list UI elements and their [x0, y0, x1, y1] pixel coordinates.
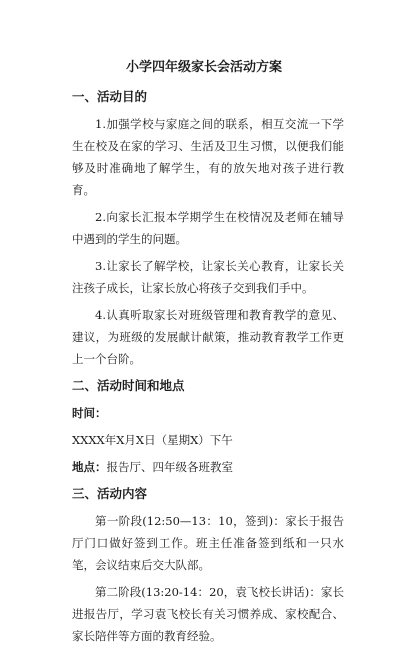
section-heading-purpose: 一、活动目的	[72, 89, 148, 104]
place-label: 地点：	[72, 460, 107, 474]
purpose-item-3: 3.让家长了解学校，让家长关心教育，让家长关注孩子成长，让家长放心将孩子交到我们手中。	[72, 259, 344, 295]
place-line	[72, 456, 344, 478]
section-heading-content: 三、活动内容	[72, 486, 148, 501]
place-value: 报告厅、四年级各班教室	[106, 460, 233, 474]
document-title: 小学四年级家长会活动方案	[125, 60, 282, 75]
section-heading-time-place: 二、活动时间和地点	[72, 378, 185, 393]
time-label: 时间：	[72, 406, 107, 420]
purpose-item-1: 1.加强学校与家庭之间的联系，相互交流一下学生在校及在家的学习、生活及卫生习惯，以便我们能够及时准确地了解学生，有的放矢地对孩子进行教育。	[72, 117, 344, 197]
stage-2-text: 第二阶段(13:20-14：20，袁飞校长讲话)：家长进报告厅，学习袁飞校长有关习惯养成、家校配合、家长陪伴等方面的教育经验。	[72, 585, 344, 643]
stage-1-text: 第一阶段(12:50—13：10，签到)：家长于报告厅门口做好签到工作。班主任准备签到纸和一只水笔，会议结束后交大队部。	[72, 514, 344, 572]
purpose-item-2: 2.向家长汇报本学期学生在校情况及老师在辅导中遇到的学生的问题。	[72, 210, 344, 246]
purpose-item-4: 4.认真听取家长对班级管理和教育教学的意见、建议，为班级的发展献计献策，推动教育教学工作更上一个台阶。	[72, 308, 344, 366]
time-value: XXXX年X月X日（星期X）下午	[72, 433, 233, 447]
document-body	[72, 86, 344, 652]
